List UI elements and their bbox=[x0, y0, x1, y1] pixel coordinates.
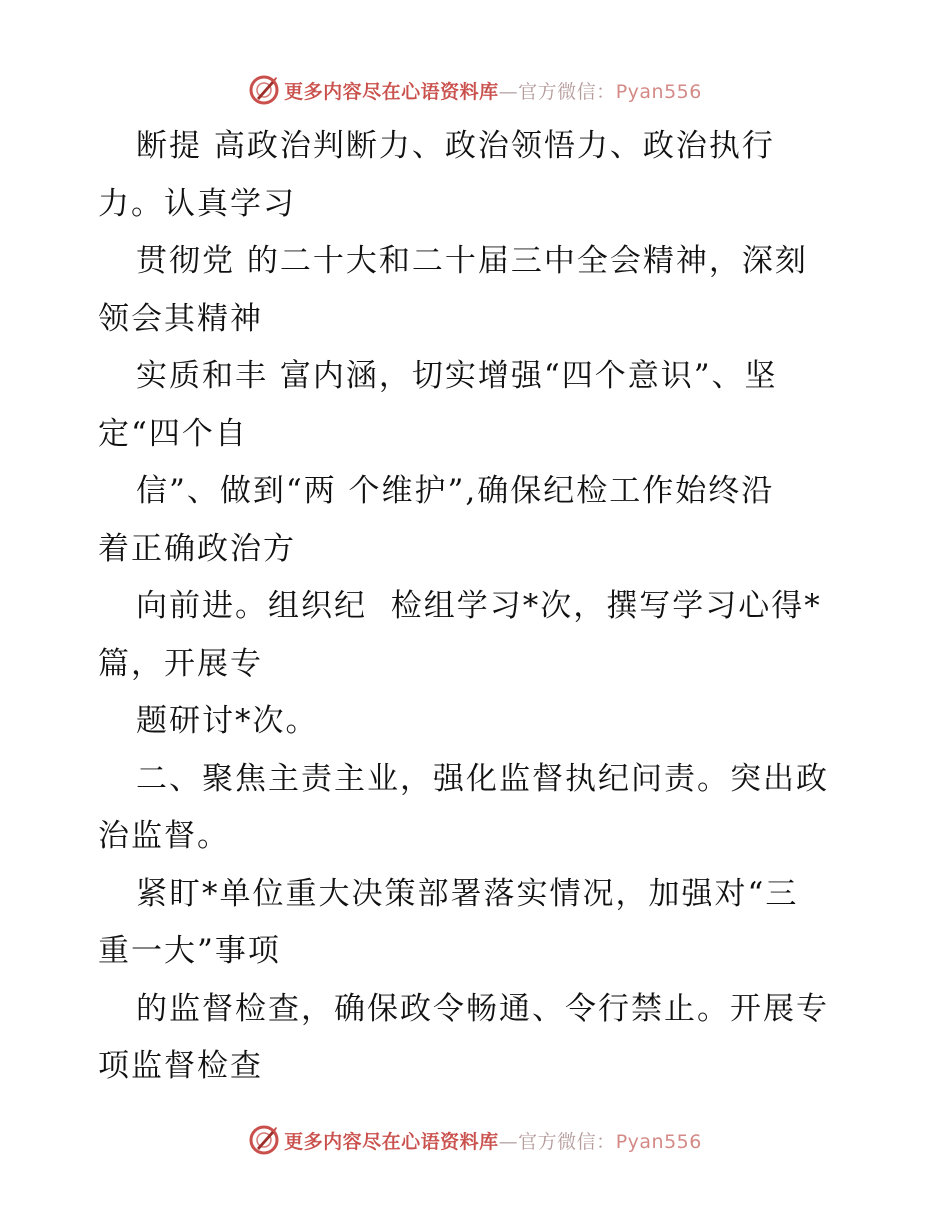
body-text-line: 二、聚焦主责主业，强化监督执纪问责。突出政 bbox=[136, 760, 829, 797]
body-text-line: 题研讨*次。 bbox=[136, 703, 319, 739]
footer-watermark bbox=[0, 1120, 950, 1160]
quill-logo-icon bbox=[248, 74, 280, 106]
body-text-line: 重一大”事项 bbox=[98, 933, 281, 969]
body-text-line: 项监督检查 bbox=[98, 1048, 263, 1084]
quill-logo-icon bbox=[248, 1124, 280, 1156]
body-text-line: 信”、做到“两 个维护”,确保纪检工作始终沿 bbox=[136, 473, 775, 509]
header-watermark-text bbox=[284, 77, 702, 104]
body-text-line: 着正确政治方 bbox=[98, 530, 296, 567]
header-wechat-handle: Pyan556 bbox=[615, 80, 702, 103]
body-text-line: 定“四个自 bbox=[98, 415, 248, 452]
body-text-line: 篇，开展专 bbox=[98, 645, 263, 682]
header-site-name: 更多内容尽在心语资料库 bbox=[284, 80, 499, 103]
body-text-line: 的监督检查，确保政令畅通、令行禁止。开展专 bbox=[136, 990, 829, 1027]
body-text-line: 紧盯*单位重大决策部署落实情况，加强对“三 bbox=[136, 875, 799, 912]
body-text-line: 领会其精神 bbox=[98, 300, 263, 337]
body-text-line: 贯彻党 的二十大和二十届三中全会精神，深刻 bbox=[136, 243, 808, 279]
body-text-line: 向前进。组织纪 检组学习*次，撰写学习心得* bbox=[136, 588, 822, 624]
body-text-line: 治监督。 bbox=[98, 818, 230, 854]
footer-site-name: 更多内容尽在心语资料库 bbox=[284, 1130, 499, 1153]
header-dash: — bbox=[498, 80, 519, 103]
document-body bbox=[98, 118, 868, 1096]
body-text-line: 力。认真学习 bbox=[98, 185, 296, 222]
footer-watermark-text bbox=[284, 1127, 702, 1154]
header-watermark bbox=[0, 70, 950, 110]
body-text-line: 实质和丰 富内涵，切实增强“四个意识”、坚 bbox=[136, 358, 778, 394]
footer-wechat-handle: Pyan556 bbox=[615, 1130, 702, 1153]
header-wechat-label: 官方微信： bbox=[518, 80, 616, 103]
footer-dash: — bbox=[498, 1130, 519, 1153]
footer-wechat-label: 官方微信： bbox=[518, 1130, 616, 1153]
body-text-line: 断提 高政治判断力、政治领悟力、政治执行 bbox=[136, 128, 775, 164]
